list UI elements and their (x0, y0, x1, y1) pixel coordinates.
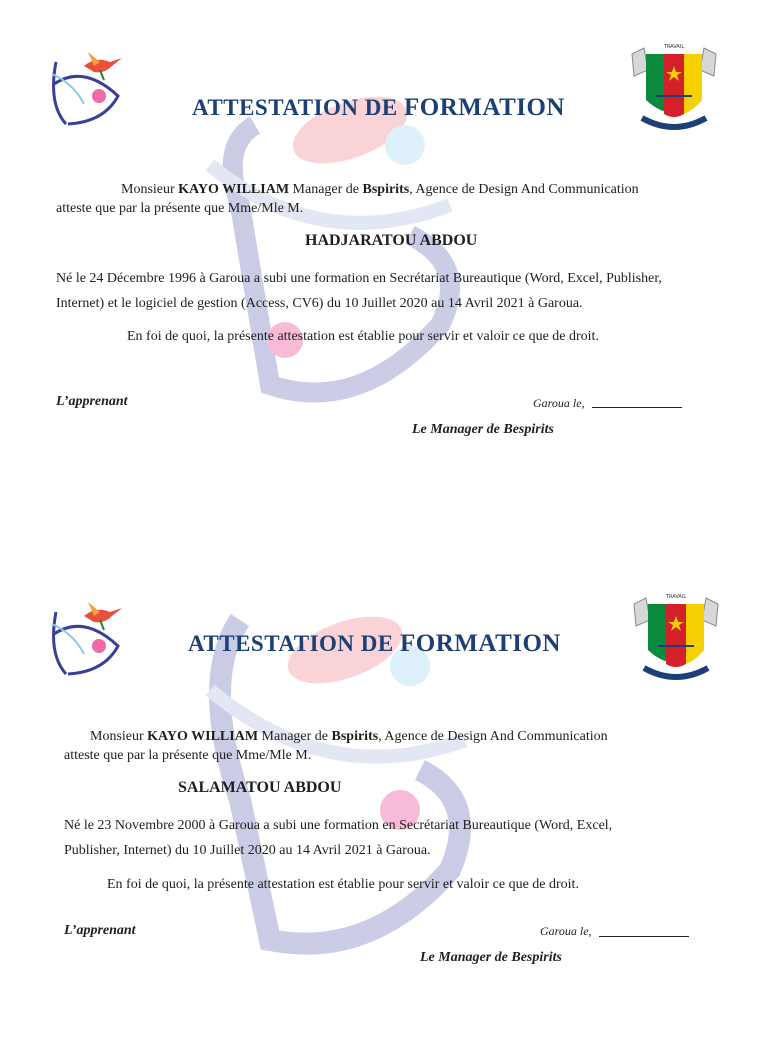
certificate-2 (0, 540, 768, 1040)
certificate-1 (0, 0, 768, 500)
hummingbird-icon (84, 52, 122, 80)
intro-suffix: , Agence de Design And Communication (378, 729, 608, 744)
certificate-title (192, 94, 565, 122)
learner-label: L’apprenant (64, 923, 136, 938)
intro-mid: Manager de (258, 729, 332, 744)
svg-text:TRAVAIL: TRAVAIL (663, 44, 685, 50)
intro-line (121, 182, 639, 198)
date-blank-line (592, 407, 682, 408)
coat-of-arms-icon (628, 590, 724, 690)
body-line-1: Né le 23 Novembre 2000 à Garoua a subi une formation en Secrétariat Bureautique (Word, Excel, (64, 818, 613, 833)
date-blank-line (599, 936, 689, 937)
title-part-attestation: ATTESTATION DE (192, 95, 404, 120)
body-line-1: Né le 24 Décembre 1996 à Garoua a subi une formation en Secrétariat Bureautique (Word, Excel, Publisher, (56, 271, 662, 286)
manager-name: KAYO WILLIAM (178, 182, 290, 197)
svg-text:TRAVAIL: TRAVAIL (665, 594, 687, 600)
certificate-title (188, 630, 561, 658)
manager-name: KAYO WILLIAM (147, 729, 259, 744)
company-logo-icon (44, 594, 126, 680)
closing-line: En foi de quoi, la présente attestation est établie pour servir et valoir ce que de droit. (127, 329, 599, 344)
hummingbird-icon (84, 602, 122, 630)
learner-label: L’apprenant (56, 394, 128, 409)
closing-line: En foi de quoi, la présente attestation est établie pour servir et valoir ce que de droit. (107, 877, 579, 892)
company-name: Bspirits (331, 729, 379, 744)
trainee-name: HADJARATOU ABDOU (305, 232, 478, 249)
company-name: Bspirits (362, 182, 410, 197)
signatory-label: Le Manager de Bespirits (420, 950, 562, 965)
body-line-2: Internet) et le logiciel de gestion (Access, CV6) du 10 Juillet 2020 au 14 Avril 2021 à Garoua. (56, 296, 583, 311)
title-part-formation: FORMATION (400, 630, 561, 657)
body-line-2: Publisher, Internet) du 10 Juillet 2020 au 14 Avril 2021 à Garoua. (64, 843, 431, 858)
signatory-label: Le Manager de Bespirits (412, 422, 554, 437)
place-date: Garoua le, (540, 924, 592, 938)
place-date: Garoua le, (533, 396, 585, 410)
intro-prefix: Monsieur (121, 182, 179, 197)
intro-mid: Manager de (289, 182, 363, 197)
trainee-name: SALAMATOU ABDOU (178, 779, 342, 796)
intro-line (90, 729, 608, 745)
title-part-formation: FORMATION (404, 94, 565, 121)
attest-line: atteste que par la présente que Mme/Mle M. (56, 201, 304, 216)
coat-of-arms-icon (626, 40, 722, 140)
watermark-logo-icon (200, 85, 470, 415)
attest-line: atteste que par la présente que Mme/Mle M. (64, 748, 312, 763)
title-part-attestation: ATTESTATION DE (188, 631, 400, 656)
intro-prefix: Monsieur (90, 729, 148, 744)
intro-suffix: , Agence de Design And Communication (409, 182, 639, 197)
company-logo-icon (44, 44, 126, 130)
